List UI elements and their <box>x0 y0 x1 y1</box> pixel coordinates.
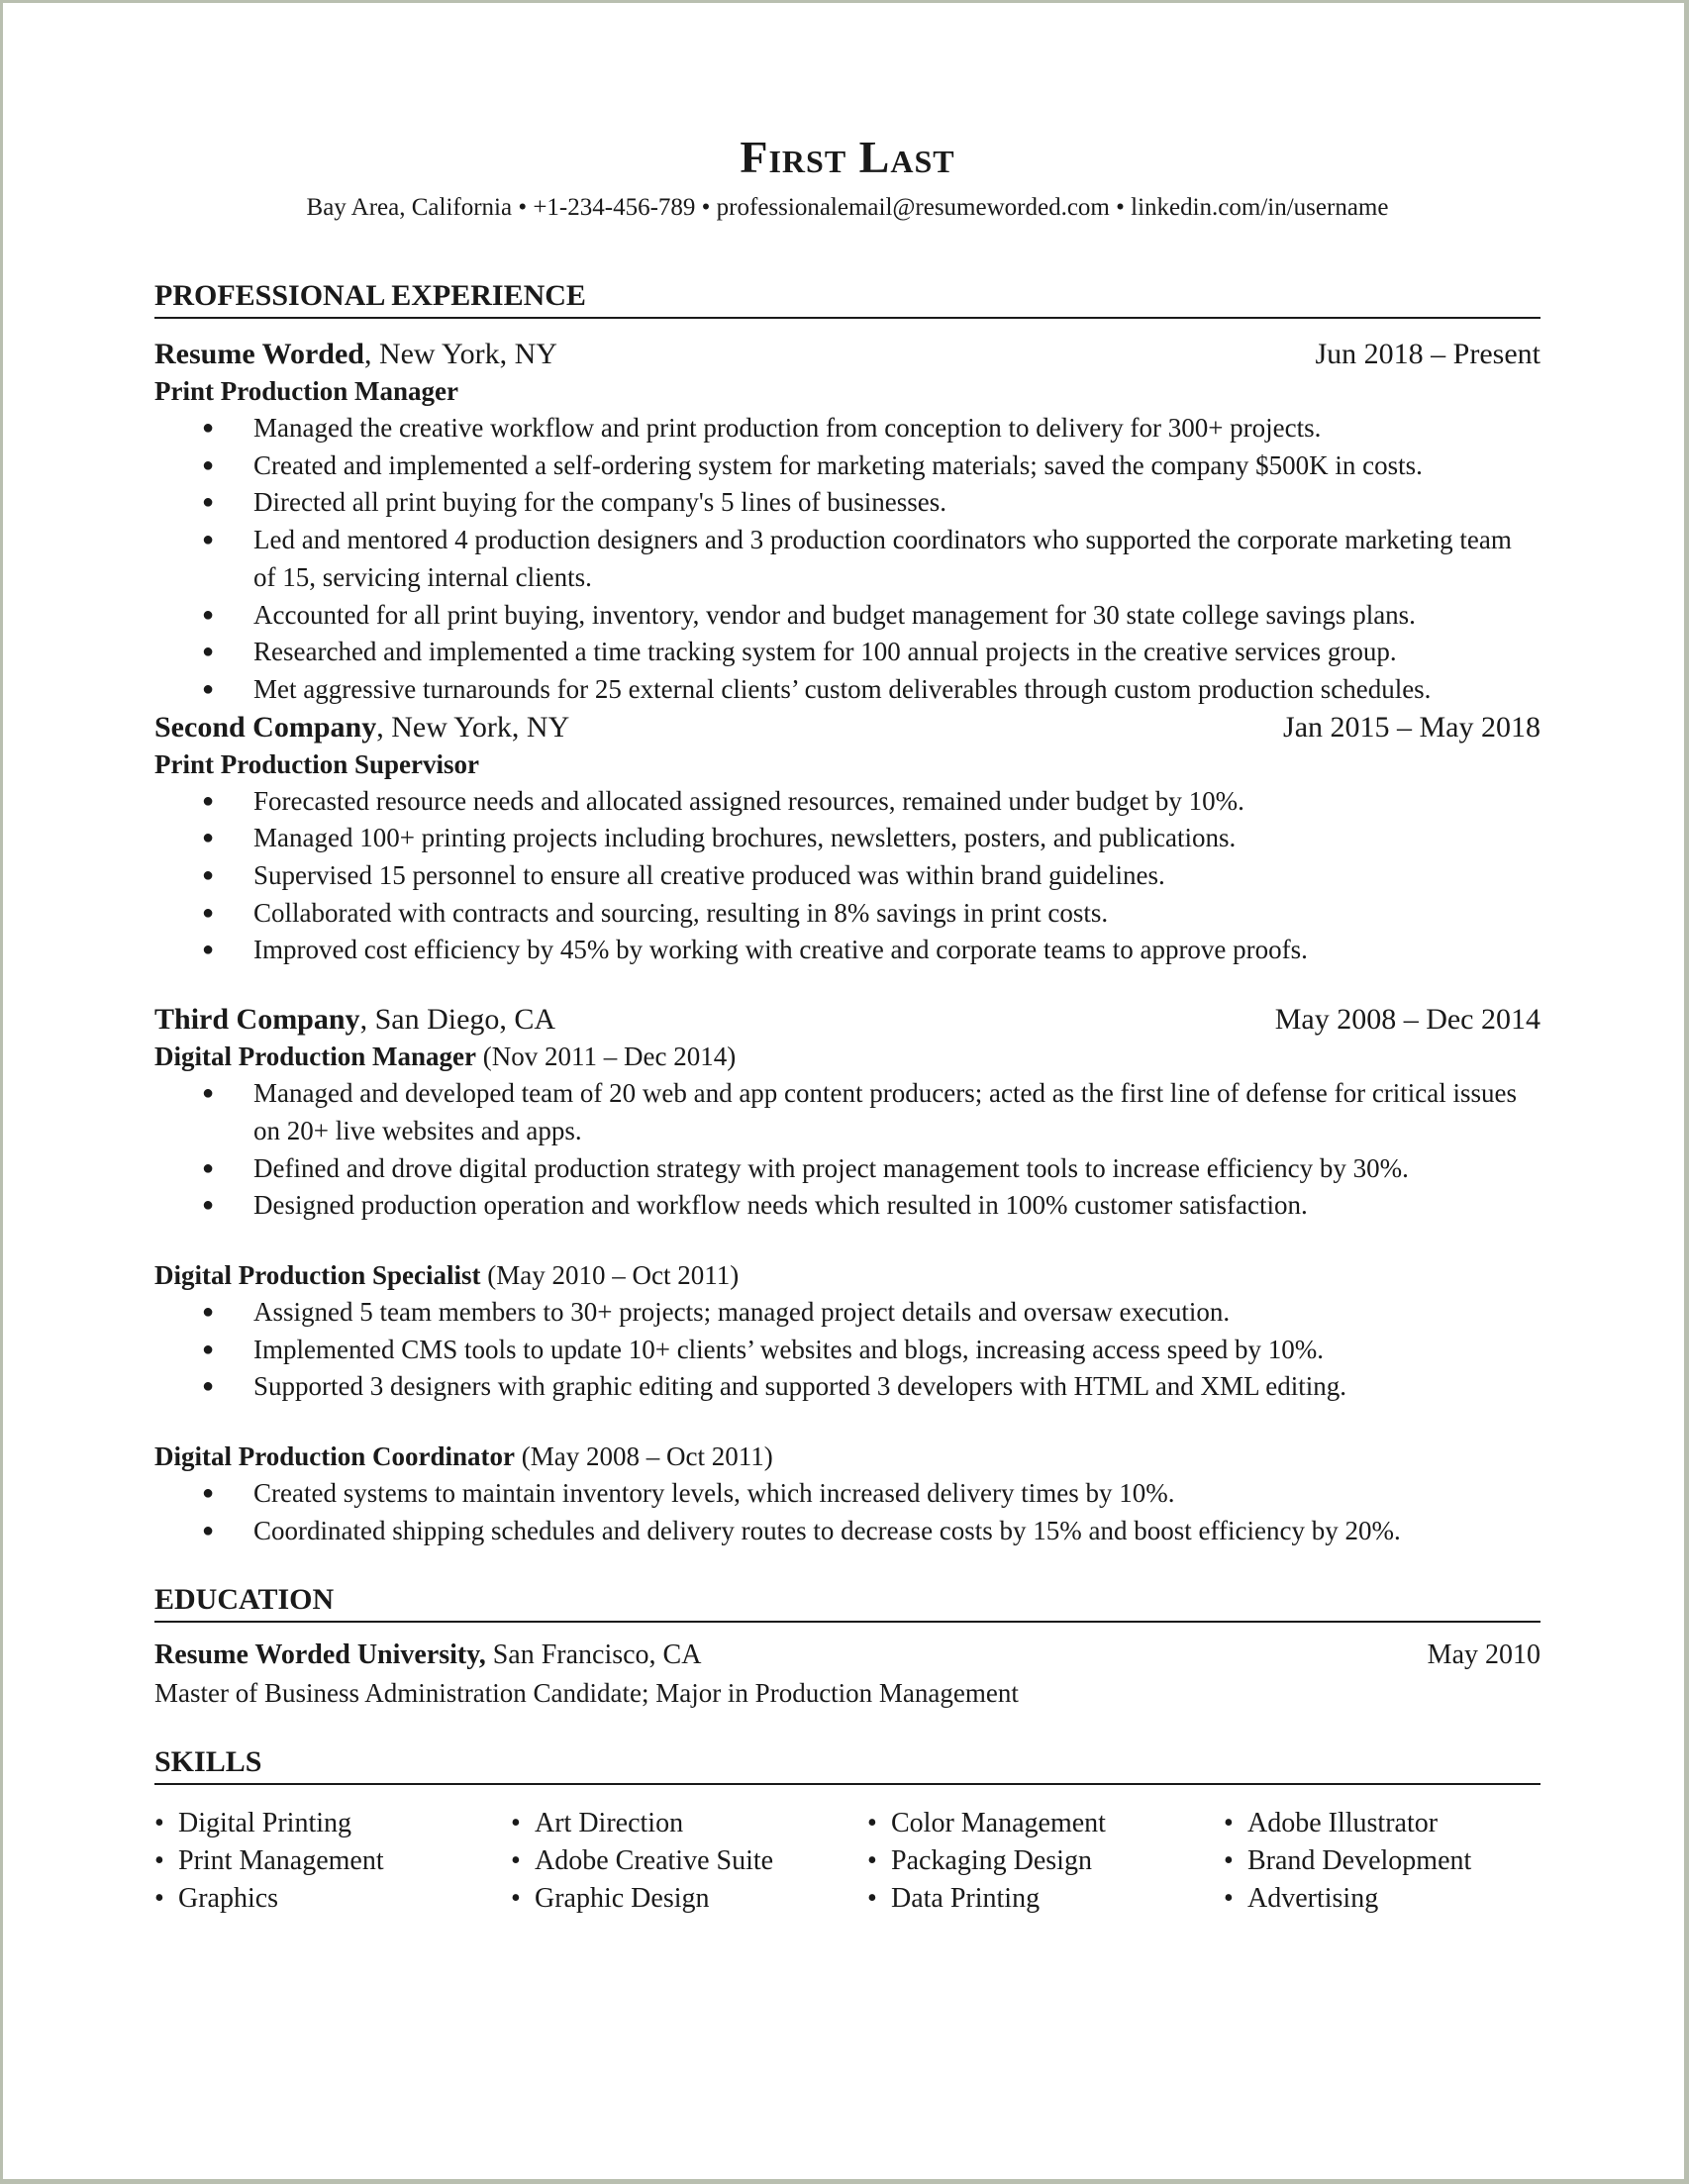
list-item: ● Forecasted resource needs and allocated assigned resources, remained under budget by 10%. <box>253 783 1540 821</box>
bullet-glyph: • <box>154 1845 164 1877</box>
education-entry <box>154 1637 1540 1712</box>
skill-item <box>1224 1805 1580 1842</box>
skills-column <box>1224 1805 1580 1918</box>
skill-label: Print Management <box>178 1845 384 1877</box>
list-item: ● Coordinated shipping schedules and delivery routes to decrease costs by 15% and boost efficiency by 20%. <box>253 1513 1540 1550</box>
list-item: ● Supervised 15 personnel to ensure all creative produced was within brand guidelines. <box>253 857 1540 895</box>
company-name: Third Company <box>154 1003 360 1037</box>
role-bullets <box>154 410 1540 709</box>
role-title-line <box>154 1439 1540 1475</box>
graduation-date: May 2010 <box>1427 1639 1540 1671</box>
skill-label: Adobe Illustrator <box>1247 1808 1439 1839</box>
list-item: ● Defined and drove digital production strategy with project management tools to increase efficiency by 30%. <box>253 1150 1540 1188</box>
experience-section-title: PROFESSIONAL EXPERIENCE <box>154 277 1540 319</box>
bullet-glyph: • <box>154 1808 164 1839</box>
skill-item <box>154 1805 511 1842</box>
list-item: ● Directed all print buying for the company's 5 lines of businesses. <box>253 484 1540 522</box>
list-item: ● Accounted for all print buying, inventory, vendor and budget management for 30 state college savings plans. <box>253 597 1540 635</box>
list-item: ● Implemented CMS tools to update 10+ clients’ websites and blogs, increasing access speed by 10%. <box>253 1332 1540 1369</box>
company-location: , New York, NY <box>363 338 557 370</box>
company-name: Second Company <box>154 710 377 744</box>
contact-line: Bay Area, California • +1-234-456-789 • professionalemail@resumeworded.com • linkedin.com/in/username <box>306 194 1389 221</box>
skills-grid <box>154 1805 1540 1918</box>
skill-label: Graphics <box>178 1883 279 1915</box>
company-location: , San Diego, CA <box>359 1003 556 1037</box>
school-name: Resume Worded University, <box>154 1639 486 1671</box>
role-bullets <box>154 1475 1540 1549</box>
job-header <box>154 709 1540 746</box>
skills-column <box>867 1805 1224 1918</box>
resume-page <box>3 3 1684 2179</box>
role-period: (May 2008 – Oct 2011) <box>515 1441 773 1472</box>
skill-label: Color Management <box>891 1808 1106 1839</box>
bullet-glyph: • <box>154 1883 164 1915</box>
bullet-glyph: • <box>511 1883 521 1915</box>
job-company-line <box>154 336 557 373</box>
skill-item <box>867 1805 1224 1842</box>
resume-content <box>154 130 1540 1918</box>
company-name: Resume Worded <box>154 338 364 370</box>
list-item: ● Managed 100+ printing projects including brochures, newsletters, posters, and publications. <box>253 820 1540 857</box>
skill-item <box>511 1805 867 1842</box>
role-bullets <box>154 783 1540 970</box>
list-item: ● Managed the creative workflow and print production from conception to delivery for 300+ projects. <box>253 410 1540 447</box>
role-title-line <box>154 373 1540 410</box>
skills-column <box>511 1805 867 1918</box>
list-item: ● Met aggressive turnarounds for 25 external clients’ custom deliverables through custom production schedules. <box>253 671 1540 709</box>
skill-item <box>154 1842 511 1880</box>
skill-label: Advertising <box>1247 1883 1379 1915</box>
skill-item <box>1224 1880 1580 1918</box>
role-period: (Nov 2011 – Dec 2014) <box>475 1042 737 1072</box>
list-item: ● Managed and developed team of 20 web and app content producers; acted as the first line of defense for critical issues on 20+ live websites and apps. <box>253 1075 1540 1149</box>
skill-item <box>154 1880 511 1918</box>
skill-item <box>1224 1842 1580 1880</box>
job-dates: May 2008 – Dec 2014 <box>1274 1003 1540 1037</box>
list-item: ● Improved cost efficiency by 45% by working with creative and corporate teams to approve proofs. <box>253 932 1540 969</box>
skill-label: Art Direction <box>535 1808 684 1839</box>
role-title-line <box>154 1257 1540 1294</box>
skill-label: Packaging Design <box>891 1845 1092 1877</box>
job-company-line <box>154 1001 555 1039</box>
bullet-glyph: • <box>1224 1883 1234 1915</box>
list-item: ● Supported 3 designers with graphic editing and supported 3 developers with HTML and XML editing. <box>253 1368 1540 1406</box>
education-section-title: EDUCATION <box>154 1581 1540 1623</box>
skill-label: Digital Printing <box>178 1808 351 1839</box>
list-item: ● Researched and implemented a time tracking system for 100 annual projects in the creative services group. <box>253 634 1540 671</box>
role-bullets <box>154 1075 1540 1225</box>
skill-label: Graphic Design <box>535 1883 710 1915</box>
role-title-line <box>154 746 1540 783</box>
list-item: ● Designed production operation and workflow needs which resulted in 100% customer satisfaction. <box>253 1187 1540 1225</box>
skill-label: Data Printing <box>891 1883 1041 1915</box>
list-item: ● Created and implemented a self-ordering system for marketing materials; saved the company $500K in costs. <box>253 447 1540 485</box>
bullet-glyph: • <box>511 1808 521 1839</box>
skill-item <box>511 1880 867 1918</box>
skill-label: Brand Development <box>1247 1845 1472 1877</box>
skill-label: Adobe Creative Suite <box>535 1845 774 1877</box>
role-title-line <box>154 1039 1540 1075</box>
role-title: Digital Production Specialist <box>154 1259 481 1290</box>
job-entry <box>154 1001 1540 1549</box>
job-dates: Jun 2018 – Present <box>1315 338 1540 370</box>
role-title: Digital Production Coordinator <box>154 1441 515 1472</box>
bullet-glyph: • <box>867 1883 877 1915</box>
role-title: Print Production Supervisor <box>154 748 480 779</box>
job-dates: Jan 2015 – May 2018 <box>1283 710 1540 744</box>
bullet-glyph: • <box>867 1845 877 1877</box>
candidate-name: First Last <box>740 132 955 182</box>
job-entry <box>154 336 1540 709</box>
job-header <box>154 1001 1540 1039</box>
education-header <box>154 1637 1540 1674</box>
skills-column <box>154 1805 511 1918</box>
role-title: Digital Production Manager <box>154 1042 476 1072</box>
bullet-glyph: • <box>1224 1845 1234 1877</box>
list-item: ● Collaborated with contracts and sourcing, resulting in 8% savings in print costs. <box>253 895 1540 933</box>
school-line <box>154 1637 701 1674</box>
skill-item <box>867 1880 1224 1918</box>
list-item: ● Assigned 5 team members to 30+ projects; managed project details and oversaw execution. <box>253 1294 1540 1332</box>
list-item: ● Led and mentored 4 production designers and 3 production coordinators who supported the corporate marketing team of 15, servicing internal clients. <box>253 522 1540 596</box>
role-title: Print Production Manager <box>154 376 458 406</box>
bullet-glyph: • <box>511 1845 521 1877</box>
job-company-line <box>154 709 569 746</box>
job-header <box>154 336 1540 373</box>
role-period: (May 2010 – Oct 2011) <box>480 1259 740 1290</box>
role-bullets <box>154 1294 1540 1406</box>
bullet-glyph: • <box>867 1808 877 1839</box>
company-location: , New York, NY <box>376 710 570 744</box>
bullet-glyph: • <box>1224 1808 1234 1839</box>
job-entry <box>154 709 1540 970</box>
school-location: San Francisco, CA <box>485 1639 702 1671</box>
degree: Master of Business Administration Candidate; Major in Production Management <box>154 1678 1019 1709</box>
skill-item <box>511 1842 867 1880</box>
list-item: ● Created systems to maintain inventory levels, which increased delivery times by 10%. <box>253 1475 1540 1513</box>
skills-section-title: SKILLS <box>154 1743 1540 1785</box>
skill-item <box>867 1842 1224 1880</box>
